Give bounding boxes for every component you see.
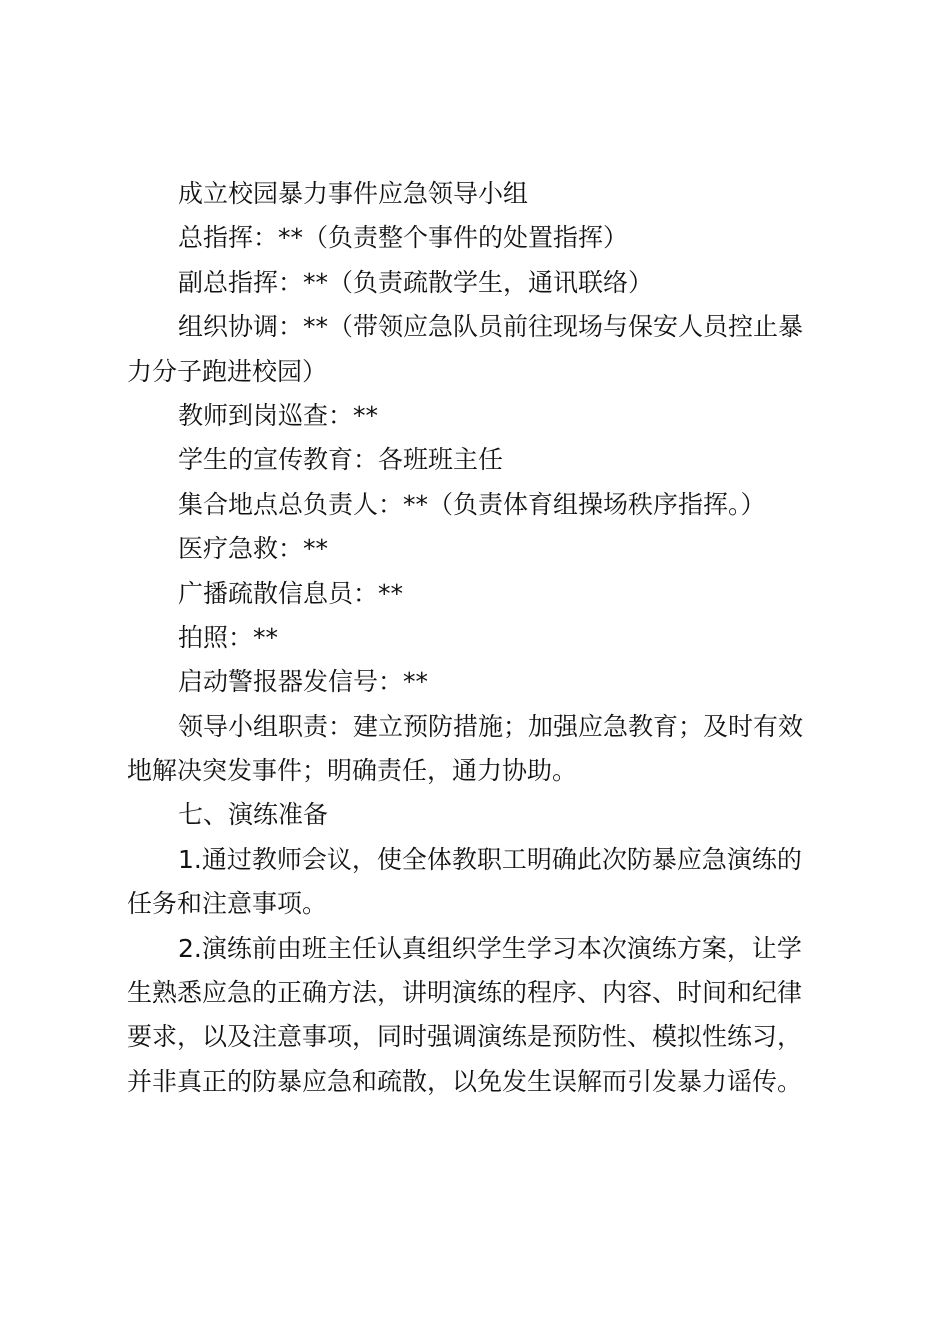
text-line: 副总指挥：**（负责疏散学生，通讯联络） xyxy=(178,267,654,297)
text-line: 力分子跑进校园） xyxy=(127,356,328,386)
text-line: 学生的宣传教育：各班班主任 xyxy=(178,445,504,475)
text-line: 要求，以及注意事项，同时强调演练是预防性、模拟性练习， xyxy=(127,1022,803,1052)
text-line: 2.演练前由班主任认真组织学生学习本次演练方案，让学 xyxy=(178,933,802,963)
text-line: 组织协调：**（带领应急队员前往现场与保安人员控止暴 xyxy=(178,312,804,342)
text-line: 医疗急救：** xyxy=(178,534,329,564)
text-line: 总指挥：**（负责整个事件的处置指挥） xyxy=(178,223,629,253)
text-line: 任务和注意事项。 xyxy=(127,889,328,919)
text-line: 集合地点总负责人：**（负责体育组操场秩序指挥。） xyxy=(178,489,766,519)
text-line: 1.通过教师会议，使全体教职工明确此次防暴应急演练的 xyxy=(178,844,802,874)
section-heading: 七、演练准备 xyxy=(178,800,329,830)
text-line: 领导小组职责：建立预防措施；加强应急教育；及时有效 xyxy=(178,711,804,741)
text-line: 教师到岗巡查：** xyxy=(178,400,379,430)
text-line: 拍照：** xyxy=(178,622,279,652)
text-line: 并非真正的防暴应急和疏散，以免发生误解而引发暴力谣传。 xyxy=(127,1066,803,1096)
text-line: 地解决突发事件；明确责任，通力协助。 xyxy=(127,756,578,786)
document-body xyxy=(127,172,837,1104)
text-line: 成立校园暴力事件应急领导小组 xyxy=(178,179,529,208)
text-line: 启动警报器发信号：** xyxy=(178,667,429,697)
text-line: 广播疏散信息员：** xyxy=(178,578,404,608)
text-line: 生熟悉应急的正确方法，讲明演练的程序、内容、时间和纪律 xyxy=(127,978,803,1008)
